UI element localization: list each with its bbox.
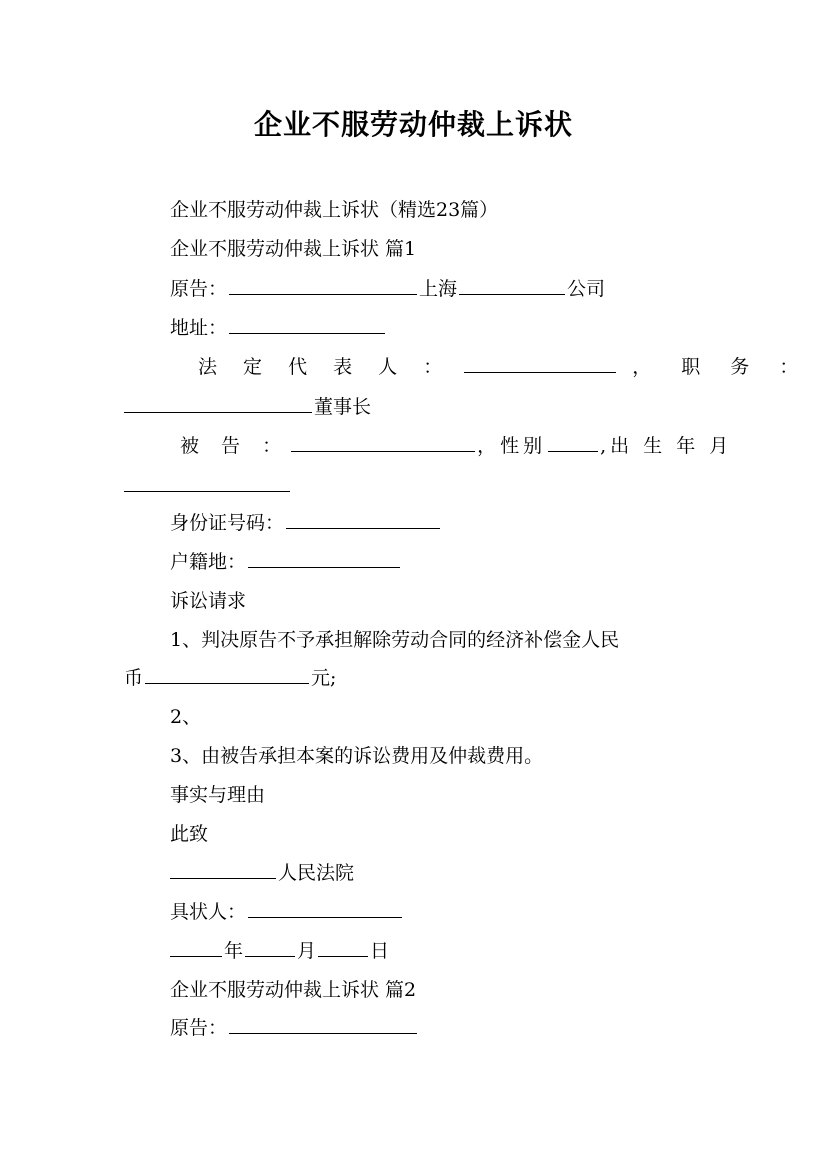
plaintiff-mid: 上海 <box>419 278 458 300</box>
id-line <box>170 511 442 535</box>
section-heading-1: 企业不服劳动仲裁上诉状 篇1 <box>170 238 417 260</box>
gender-label: ，性别 <box>477 435 547 457</box>
chairman-line <box>124 395 371 419</box>
defendant-line <box>180 434 732 458</box>
claim-1-line-a: 1、判决原告不予承担解除劳动合同的经济补偿金人民 <box>170 629 620 651</box>
position-blank <box>124 395 312 413</box>
position-label: ， 职 务 ： <box>632 356 811 378</box>
claim-2: 2、 <box>170 706 202 728</box>
petitioner-line <box>170 900 404 924</box>
section-heading-2: 企业不服劳动仲裁上诉状 篇2 <box>170 979 417 1001</box>
day-blank <box>318 939 368 957</box>
year-blank <box>170 939 222 957</box>
claim-1-suffix: 元; <box>311 667 337 689</box>
court-suffix: 人民法院 <box>278 862 355 884</box>
year-label: 年 <box>224 940 244 962</box>
claim-3: 3、由被告承担本案的诉讼费用及仲裁费用。 <box>170 745 544 767</box>
defendant-label: 被 告 ： <box>180 435 290 457</box>
birth-label: ,出 生 年 月 <box>600 435 733 457</box>
address-label: 地址： <box>170 317 228 339</box>
id-blank <box>286 511 440 529</box>
plaintiff-2-label: 原告： <box>170 1017 228 1039</box>
plaintiff-2-line <box>170 1016 419 1040</box>
petitioner-label: 具状人： <box>170 901 247 923</box>
date-line <box>170 939 389 963</box>
hukou-line <box>170 550 402 574</box>
defendant-blank <box>291 434 475 452</box>
hukou-label: 户籍地： <box>170 551 247 573</box>
amount-blank <box>145 666 309 684</box>
plaintiff-label: 原告： <box>170 278 228 300</box>
month-label: 月 <box>297 940 317 962</box>
address-blank <box>229 316 385 334</box>
chairman-text: 董事长 <box>314 396 372 418</box>
document-title: 企业不服劳动仲裁上诉状 <box>253 108 573 141</box>
plaintiff-blank <box>229 277 417 295</box>
claims-heading: 诉讼请求 <box>170 590 247 612</box>
plaintiff-end: 公司 <box>567 278 606 300</box>
facts-heading: 事实与理由 <box>170 784 266 806</box>
month-blank <box>245 939 295 957</box>
subtitle-line: 企业不服劳动仲裁上诉状（精选23篇） <box>170 199 499 221</box>
plaintiff-line <box>170 277 605 301</box>
court-line <box>170 861 354 885</box>
legal-rep-blank <box>464 355 616 373</box>
petitioner-blank <box>248 900 402 918</box>
company-blank <box>459 277 565 295</box>
id-label: 身份证号码： <box>170 512 285 534</box>
plaintiff-2-blank <box>229 1016 417 1034</box>
birth-blank <box>124 474 290 492</box>
gender-blank <box>548 434 598 452</box>
regards-line: 此致 <box>170 823 209 845</box>
legal-rep-line <box>198 355 810 379</box>
legal-rep-label: 法 定 代 表 人 ： <box>198 356 453 378</box>
day-label: 日 <box>370 940 390 962</box>
court-blank <box>170 861 276 879</box>
address-line <box>170 316 387 340</box>
hukou-blank <box>248 550 400 568</box>
birth-line <box>124 474 292 498</box>
claim-1-line-b <box>124 666 336 690</box>
claim-1-prefix: 币 <box>124 667 144 689</box>
